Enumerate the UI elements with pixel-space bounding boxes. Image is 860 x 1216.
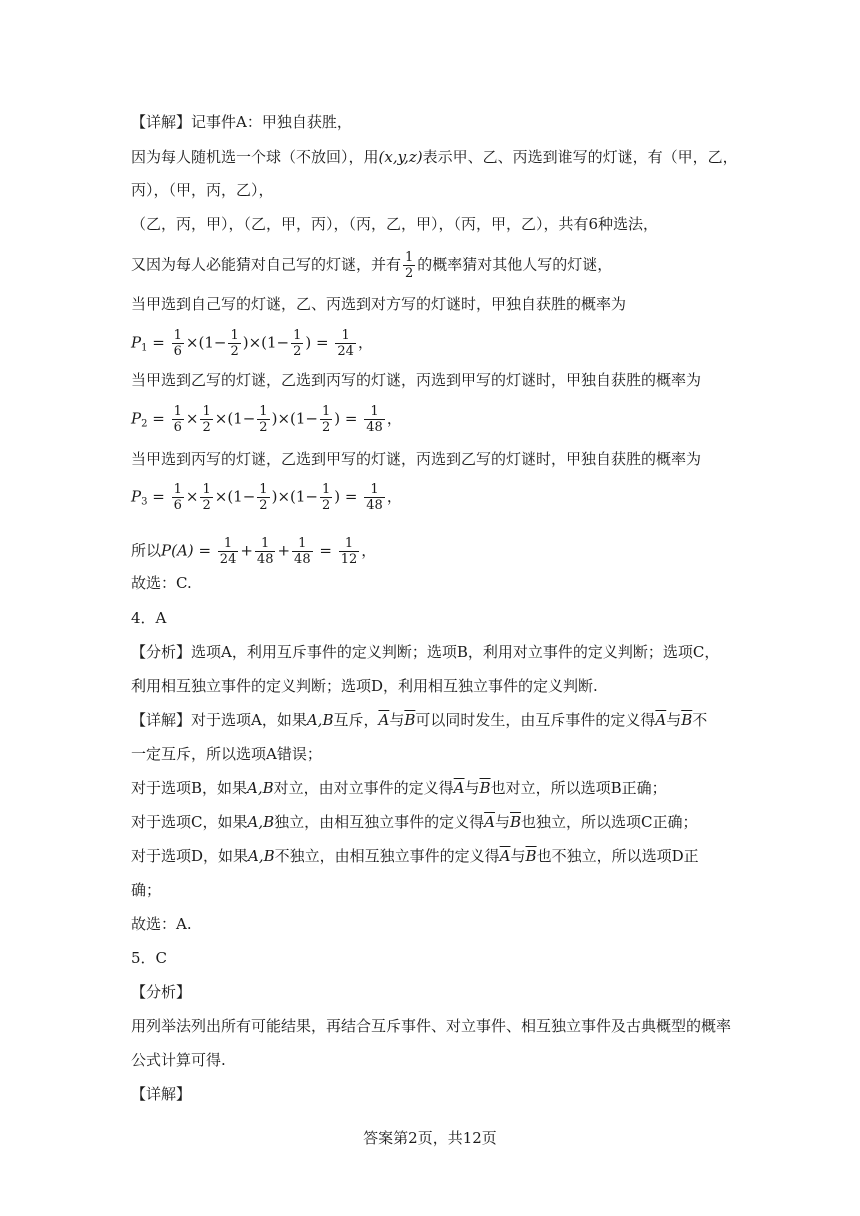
complement-b: $\overline{B}$ bbox=[681, 711, 693, 729]
math-operator: × bbox=[185, 487, 199, 506]
formula-pa bbox=[131, 536, 376, 567]
text-line bbox=[131, 250, 612, 281]
text-span: 【详解】记事件A：甲独自获胜， bbox=[131, 113, 352, 131]
text-span: 与 bbox=[510, 847, 526, 865]
fraction bbox=[257, 482, 269, 513]
denominator: 6 bbox=[173, 498, 182, 513]
text-line bbox=[131, 294, 626, 314]
text-span: 也不独立，所以选项D正 bbox=[536, 847, 699, 865]
text-span: 故选：A. bbox=[131, 915, 192, 933]
math-operator: = bbox=[344, 487, 358, 506]
question-number bbox=[131, 608, 166, 628]
math-tuple: (x,y,z) bbox=[378, 148, 423, 166]
text-line bbox=[131, 112, 352, 132]
numerator: 1 bbox=[370, 404, 379, 419]
text-span: 当甲选到乙写的灯谜，乙选到丙写的灯谜，丙选到甲写的灯谜时，甲独自获胜的概率为 bbox=[131, 371, 702, 389]
numerator: 1 bbox=[341, 328, 350, 343]
math-text: (1− bbox=[227, 487, 256, 506]
denominator: 6 bbox=[173, 344, 182, 359]
fraction bbox=[200, 404, 212, 435]
numerator: 1 bbox=[298, 536, 307, 551]
math-text: ) bbox=[242, 333, 249, 352]
complement-b: $\overline{B}$ bbox=[479, 779, 491, 797]
fraction bbox=[339, 536, 360, 567]
text-span: 【详解】对于选项A，如果 bbox=[131, 711, 307, 729]
text-line bbox=[131, 1084, 191, 1104]
denominator: 2 bbox=[259, 420, 268, 435]
math-text: (1− bbox=[227, 409, 256, 428]
text-span: 一定互斥，所以选项A错误； bbox=[131, 745, 322, 763]
numerator: 1 bbox=[259, 404, 268, 419]
math-text: ) bbox=[271, 487, 278, 506]
complement-a: $\overline{A}$ bbox=[378, 711, 390, 729]
denominator: 48 bbox=[366, 498, 383, 513]
math-operator: × bbox=[214, 487, 228, 506]
math-operator: = bbox=[316, 333, 329, 352]
numerator: 1 bbox=[261, 536, 270, 551]
text-line bbox=[131, 1050, 226, 1070]
fraction bbox=[200, 482, 212, 513]
fraction bbox=[257, 404, 269, 435]
text-span: 用列举法列出所有可能结果，再结合互斥事件、对立事件、相互独立事件及古典概型的概率 bbox=[131, 1017, 732, 1035]
complement-a: $\overline{A}$ bbox=[484, 813, 495, 831]
numerator: 1 bbox=[293, 328, 302, 343]
complement-b: $\overline{B}$ bbox=[525, 847, 537, 865]
math-text: ) bbox=[334, 487, 341, 506]
text-line bbox=[131, 676, 598, 696]
text-span: 因为每人随机选一个球（不放回），用 bbox=[131, 148, 379, 166]
text-span: 利用相互独立事件的定义判断；选项D，利用相互独立事件的定义判断. bbox=[131, 677, 598, 695]
text-span: 对于选项C，如果 bbox=[131, 813, 248, 831]
formula-p2 bbox=[131, 404, 402, 435]
numerator: 1 bbox=[259, 482, 268, 497]
text-line bbox=[131, 573, 192, 593]
fraction bbox=[291, 328, 303, 359]
fraction bbox=[218, 536, 239, 567]
text-span: 与 bbox=[389, 711, 405, 729]
text-span: 所以 bbox=[131, 541, 162, 560]
text-line bbox=[131, 846, 699, 866]
text-span: 的概率猜对其他人写的灯谜， bbox=[417, 255, 613, 274]
numerator: 1 bbox=[321, 404, 331, 419]
page-footer: 答案第2页，共12页 bbox=[363, 1129, 497, 1147]
math-operator: = bbox=[198, 541, 212, 560]
text-span: 【分析】 bbox=[131, 983, 192, 1001]
denominator: 2 bbox=[293, 344, 302, 359]
text-span: 4．A bbox=[131, 609, 167, 627]
math-operator: + bbox=[277, 541, 291, 560]
math-symbol: P bbox=[131, 487, 142, 506]
text-span: 当甲选到自己写的灯谜，乙、丙选到对方写的灯谜时，甲独自获胜的概率为 bbox=[131, 295, 627, 313]
math-operator: = bbox=[152, 333, 165, 352]
subscript: 2 bbox=[141, 418, 148, 430]
subscript: 1 bbox=[141, 342, 148, 354]
math-operator: = bbox=[152, 487, 165, 506]
text-line bbox=[131, 180, 274, 200]
text-line bbox=[131, 778, 667, 798]
denominator: 2 bbox=[202, 498, 211, 513]
text-span: 对于选项D，如果 bbox=[131, 847, 249, 865]
numerator: 1 bbox=[202, 482, 211, 497]
text-line bbox=[131, 449, 701, 469]
fraction bbox=[403, 250, 415, 281]
formula-p3 bbox=[131, 482, 402, 513]
math-operator: × bbox=[277, 409, 291, 428]
fraction bbox=[335, 328, 356, 359]
denominator: 12 bbox=[340, 552, 358, 567]
numerator: 1 bbox=[173, 328, 182, 343]
text-span: 也独立，所以选项C正确； bbox=[521, 813, 698, 831]
complement-b: $\overline{B}$ bbox=[509, 813, 522, 831]
text-span: 与 bbox=[494, 813, 510, 831]
numerator: 1 bbox=[223, 536, 233, 551]
math-operator: × bbox=[248, 333, 262, 352]
math-operator: = bbox=[152, 409, 165, 428]
text-line bbox=[131, 1016, 731, 1036]
text-span: 独立，由相互独立事件的定义得 bbox=[274, 813, 485, 831]
text-line bbox=[131, 147, 738, 167]
text-span: 【分析】选项A，利用互斥事件的定义判断；选项B，利用对立事件的定义判断；选项C， bbox=[131, 643, 720, 661]
text-span: 可以同时发生，由互斥事件的定义得 bbox=[415, 711, 656, 729]
denominator: 48 bbox=[256, 552, 274, 567]
text-span: 不 bbox=[692, 711, 708, 729]
math-symbol: P(A) bbox=[161, 541, 194, 560]
math-symbol: A,B bbox=[247, 779, 274, 797]
fraction bbox=[255, 536, 276, 567]
text-span: 不独立，由相互独立事件的定义得 bbox=[274, 847, 500, 865]
math-operator: × bbox=[214, 409, 228, 428]
text-line bbox=[131, 370, 701, 390]
fraction bbox=[320, 482, 332, 513]
math-text: (1− bbox=[261, 333, 290, 352]
text-span: 又因为每人必能猜对自己写的灯谜，并有 bbox=[131, 255, 402, 274]
text-span: 丙），（甲，丙，乙）， bbox=[131, 181, 274, 199]
denominator: 24 bbox=[219, 552, 237, 567]
math-operator: × bbox=[185, 333, 199, 352]
denominator: 2 bbox=[321, 420, 331, 435]
text-span: 互斥， bbox=[333, 711, 379, 729]
math-text: ) bbox=[334, 409, 341, 428]
numerator: 1 bbox=[321, 482, 331, 497]
math-symbol: P bbox=[131, 409, 142, 428]
math-text: ， bbox=[386, 487, 402, 506]
denominator: 2 bbox=[259, 498, 268, 513]
numerator: 1 bbox=[173, 482, 182, 497]
text-span: 5．C bbox=[131, 949, 168, 967]
numerator: 1 bbox=[370, 482, 379, 497]
formula-p1 bbox=[131, 328, 373, 359]
text-span: 确； bbox=[131, 881, 162, 899]
math-text: ， bbox=[357, 333, 373, 352]
numerator: 1 bbox=[173, 404, 182, 419]
math-operator: × bbox=[277, 487, 291, 506]
denominator: 2 bbox=[202, 420, 211, 435]
fraction bbox=[228, 328, 240, 359]
denominator: 48 bbox=[366, 420, 383, 435]
text-span: 【详解】 bbox=[131, 1085, 192, 1103]
math-text: ， bbox=[386, 409, 402, 428]
math-symbol: A,B bbox=[306, 711, 334, 729]
math-operator: = bbox=[344, 409, 358, 428]
math-symbol: A,B bbox=[247, 813, 275, 831]
complement-b: $\overline{B}$ bbox=[404, 711, 416, 729]
text-line bbox=[131, 914, 192, 934]
fraction bbox=[172, 328, 184, 359]
math-text: (1− bbox=[198, 333, 227, 352]
fraction bbox=[172, 404, 184, 435]
text-span: 也对立，所以选项B正确； bbox=[490, 779, 667, 797]
denominator: 2 bbox=[321, 498, 331, 513]
math-operator: = bbox=[319, 541, 332, 560]
math-operator: + bbox=[240, 541, 253, 560]
text-span: 与 bbox=[464, 779, 480, 797]
complement-a: $\overline{A}$ bbox=[499, 847, 511, 865]
numerator: 1 bbox=[344, 536, 354, 551]
text-span: 表示甲、乙、丙选到谁写的灯谜，有（甲，乙， bbox=[422, 148, 738, 166]
text-line bbox=[131, 812, 698, 832]
text-span: 故选：C. bbox=[131, 574, 192, 592]
denominator: 6 bbox=[173, 420, 182, 435]
text-line bbox=[131, 880, 161, 900]
math-text: (1− bbox=[290, 409, 318, 428]
text-span: 对立，由对立事件的定义得 bbox=[273, 779, 454, 797]
fraction bbox=[292, 536, 313, 567]
text-line bbox=[131, 744, 322, 764]
math-text: ) bbox=[271, 409, 278, 428]
math-symbol: P bbox=[131, 333, 142, 352]
text-span: 公式计算可得. bbox=[131, 1051, 226, 1069]
question-number bbox=[131, 948, 167, 968]
math-operator: × bbox=[185, 409, 199, 428]
denominator: 2 bbox=[230, 344, 239, 359]
denominator: 24 bbox=[337, 344, 354, 359]
denominator: 2 bbox=[405, 266, 414, 281]
fraction bbox=[172, 482, 184, 513]
numerator: 1 bbox=[202, 404, 211, 419]
math-symbol: A,B bbox=[248, 847, 275, 865]
numerator: 1 bbox=[230, 328, 239, 343]
text-span: 当甲选到丙写的灯谜，乙选到甲写的灯谜，丙选到乙写的灯谜时，甲独自获胜的概率为 bbox=[131, 450, 702, 468]
fraction bbox=[364, 482, 385, 513]
text-line bbox=[131, 214, 658, 234]
numerator: 1 bbox=[405, 250, 414, 265]
denominator: 48 bbox=[294, 552, 311, 567]
subscript: 3 bbox=[141, 496, 148, 508]
text-line bbox=[131, 982, 191, 1002]
text-line bbox=[131, 642, 719, 662]
text-span: 对于选项B，如果 bbox=[131, 779, 248, 797]
fraction bbox=[364, 404, 385, 435]
text-span: 与 bbox=[666, 711, 682, 729]
text-line bbox=[131, 710, 707, 730]
fraction bbox=[320, 404, 332, 435]
math-text: ) bbox=[305, 333, 312, 352]
complement-a: $\overline{A}$ bbox=[655, 711, 667, 729]
text-span: （乙，丙，甲），（乙，甲，丙），（丙，乙，甲），（丙，甲，乙），共有6种选法， bbox=[131, 215, 659, 233]
math-text: ， bbox=[361, 541, 377, 560]
complement-a: $\overline{A}$ bbox=[453, 779, 465, 797]
math-text: (1− bbox=[290, 487, 318, 506]
